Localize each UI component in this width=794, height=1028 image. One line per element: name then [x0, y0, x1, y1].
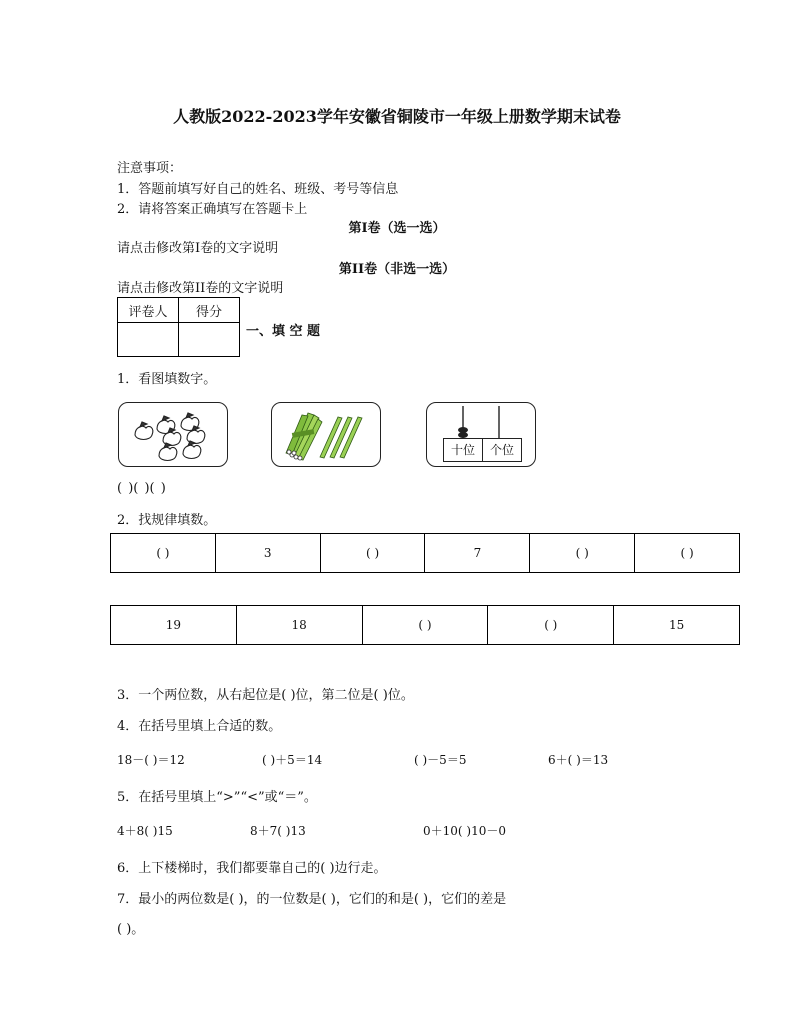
- compare-item[interactable]: 0＋10( )10－0: [423, 824, 506, 838]
- sequence-table-1: [110, 533, 740, 573]
- sequence-cell: 18: [236, 606, 362, 645]
- section2-desc[interactable]: 请点击修改第II卷的文字说明: [117, 281, 284, 296]
- note-item: 1．答题前填写好自己的姓名、班级、考号等信息: [117, 182, 399, 197]
- sticks-icon: [272, 403, 380, 466]
- question-7-cont[interactable]: ( )。: [117, 922, 145, 937]
- sequence-table-2: [110, 605, 740, 645]
- section1-title: 第I卷（选一选）: [348, 221, 446, 236]
- question-1: 1．看图填数字。: [117, 372, 217, 387]
- score-cell[interactable]: [179, 323, 240, 357]
- part1-title: 一、填 空 题: [246, 324, 321, 339]
- equation-item[interactable]: 6＋( )＝13: [548, 753, 609, 767]
- ones-label: 个位: [482, 438, 522, 462]
- tens-label: 十位: [443, 438, 483, 462]
- sequence-cell[interactable]: ( ): [111, 534, 216, 573]
- equation-item[interactable]: ( )＋5＝14: [262, 753, 323, 767]
- sequence-cell: 3: [215, 534, 320, 573]
- sequence-cell[interactable]: ( ): [530, 534, 635, 573]
- sticks-picture: [271, 402, 381, 467]
- note-item: 2．请将答案正确填写在答题卡上: [117, 202, 308, 217]
- question-5: 5．在括号里填上“>”“<”或“＝”。: [117, 790, 317, 805]
- question-6[interactable]: 6．上下楼梯时，我们都要靠自己的( )边行走。: [117, 861, 387, 876]
- sequence-cell[interactable]: ( ): [362, 606, 488, 645]
- page-title: 人教版2022-2023学年安徽省铜陵市一年级上册数学期末试卷: [173, 107, 621, 126]
- equation-item[interactable]: 18－( )＝12: [117, 753, 185, 767]
- sequence-cell: 19: [111, 606, 237, 645]
- grader-table: [117, 297, 240, 357]
- grader-label: 评卷人: [118, 298, 179, 323]
- equation-item[interactable]: ( )－5＝5: [414, 753, 467, 767]
- peaches-picture: [118, 402, 228, 467]
- question-4: 4．在括号里填上合适的数。: [117, 719, 282, 734]
- sequence-cell[interactable]: ( ): [635, 534, 740, 573]
- sequence-cell[interactable]: ( ): [320, 534, 425, 573]
- sequence-cell: 15: [614, 606, 740, 645]
- compare-item[interactable]: 8＋7( )13: [250, 824, 306, 838]
- section2-title: 第II卷（非选一选）: [338, 262, 456, 277]
- question-3[interactable]: 3．一个两位数，从右起位是( )位，第二位是( )位。: [117, 688, 414, 703]
- peaches-icon: [119, 403, 227, 466]
- score-label: 得分: [179, 298, 240, 323]
- question-7[interactable]: 7．最小的两位数是( )，的一位数是( )，它们的和是( )，它们的差是: [117, 892, 507, 907]
- question-2: 2．找规律填数。: [117, 513, 217, 528]
- sequence-cell: 7: [425, 534, 530, 573]
- question-1-answers[interactable]: ( )( )( ): [117, 481, 166, 496]
- sequence-cell[interactable]: ( ): [488, 606, 614, 645]
- abacus-picture: [426, 402, 536, 467]
- section1-desc[interactable]: 请点击修改第I卷的文字说明: [117, 241, 279, 256]
- grader-cell[interactable]: [118, 323, 179, 357]
- compare-item[interactable]: 4＋8( )15: [117, 824, 173, 838]
- notes-heading: 注意事项：: [117, 161, 183, 176]
